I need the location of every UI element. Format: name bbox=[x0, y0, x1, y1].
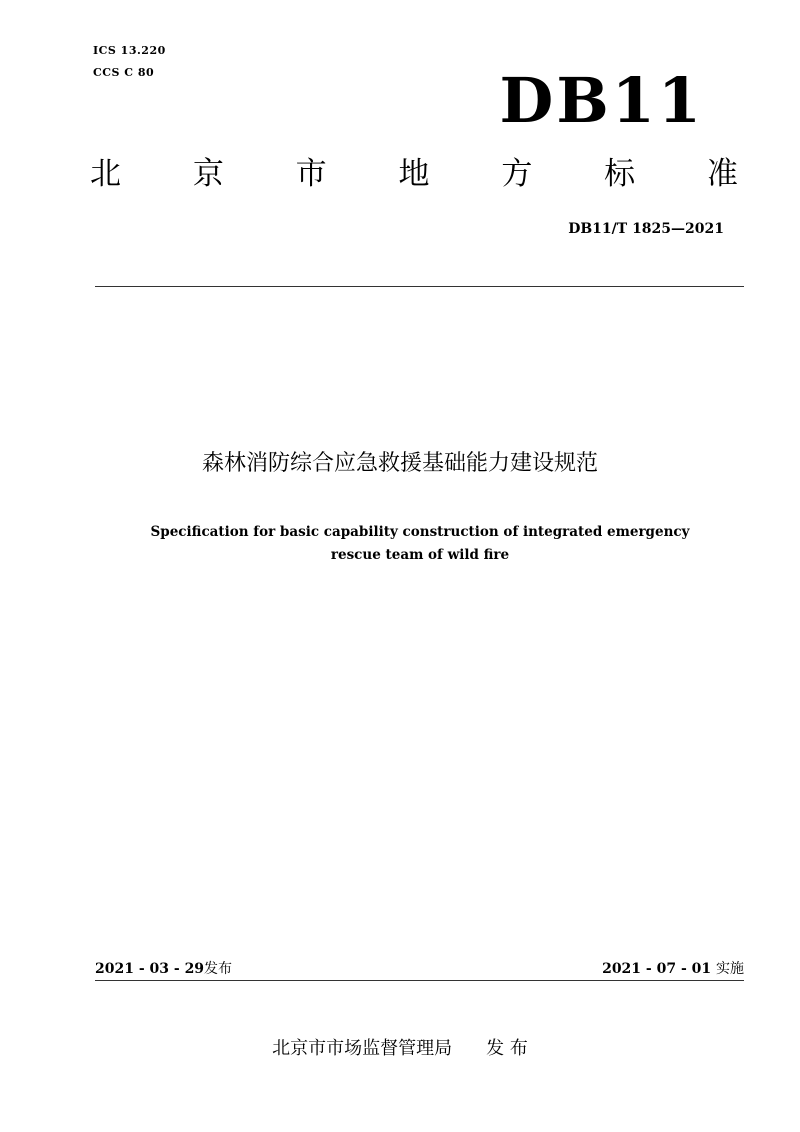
title-english bbox=[60, 521, 780, 567]
standard-number: DB11/T 1825—2021 bbox=[568, 221, 724, 237]
publish-date: 2021 - 03 - 29 bbox=[95, 961, 205, 977]
title-chinese: 森林消防综合应急救援基础能力建设规范 bbox=[201, 451, 598, 476]
implement-date-block bbox=[602, 958, 744, 980]
issuer-name: 北京市市场监督管理局 bbox=[272, 1038, 453, 1059]
standard-type-char: 市 bbox=[295, 156, 327, 192]
issuer-action: 发 布 bbox=[486, 1038, 528, 1059]
footer-divider bbox=[95, 980, 744, 981]
standard-type-char: 准 bbox=[706, 156, 738, 192]
ccs-code: CCS C 80 bbox=[93, 66, 155, 79]
standard-type-char: 京 bbox=[192, 156, 224, 192]
db11-logo: DB11 bbox=[499, 64, 704, 137]
publish-label: 发布 bbox=[204, 961, 233, 977]
header-divider bbox=[95, 286, 744, 287]
publish-date-block bbox=[95, 958, 232, 980]
ics-code: ICS 13.220 bbox=[93, 44, 166, 57]
standard-type-char: 地 bbox=[398, 156, 430, 192]
standard-type-char: 方 bbox=[501, 156, 533, 192]
standard-type-heading bbox=[90, 152, 738, 196]
classification-codes bbox=[93, 40, 166, 84]
standard-type-char: 北 bbox=[90, 156, 121, 192]
issuer-line bbox=[0, 1035, 800, 1063]
implement-date: 2021 - 07 - 01 bbox=[602, 961, 712, 977]
implement-label: 实施 bbox=[716, 961, 744, 977]
standard-type-char: 标 bbox=[604, 156, 636, 192]
title-english-line-2: rescue team of wild fire bbox=[330, 547, 510, 563]
title-english-line-1: Specification for basic capability construction of integrated emergency bbox=[150, 524, 690, 540]
